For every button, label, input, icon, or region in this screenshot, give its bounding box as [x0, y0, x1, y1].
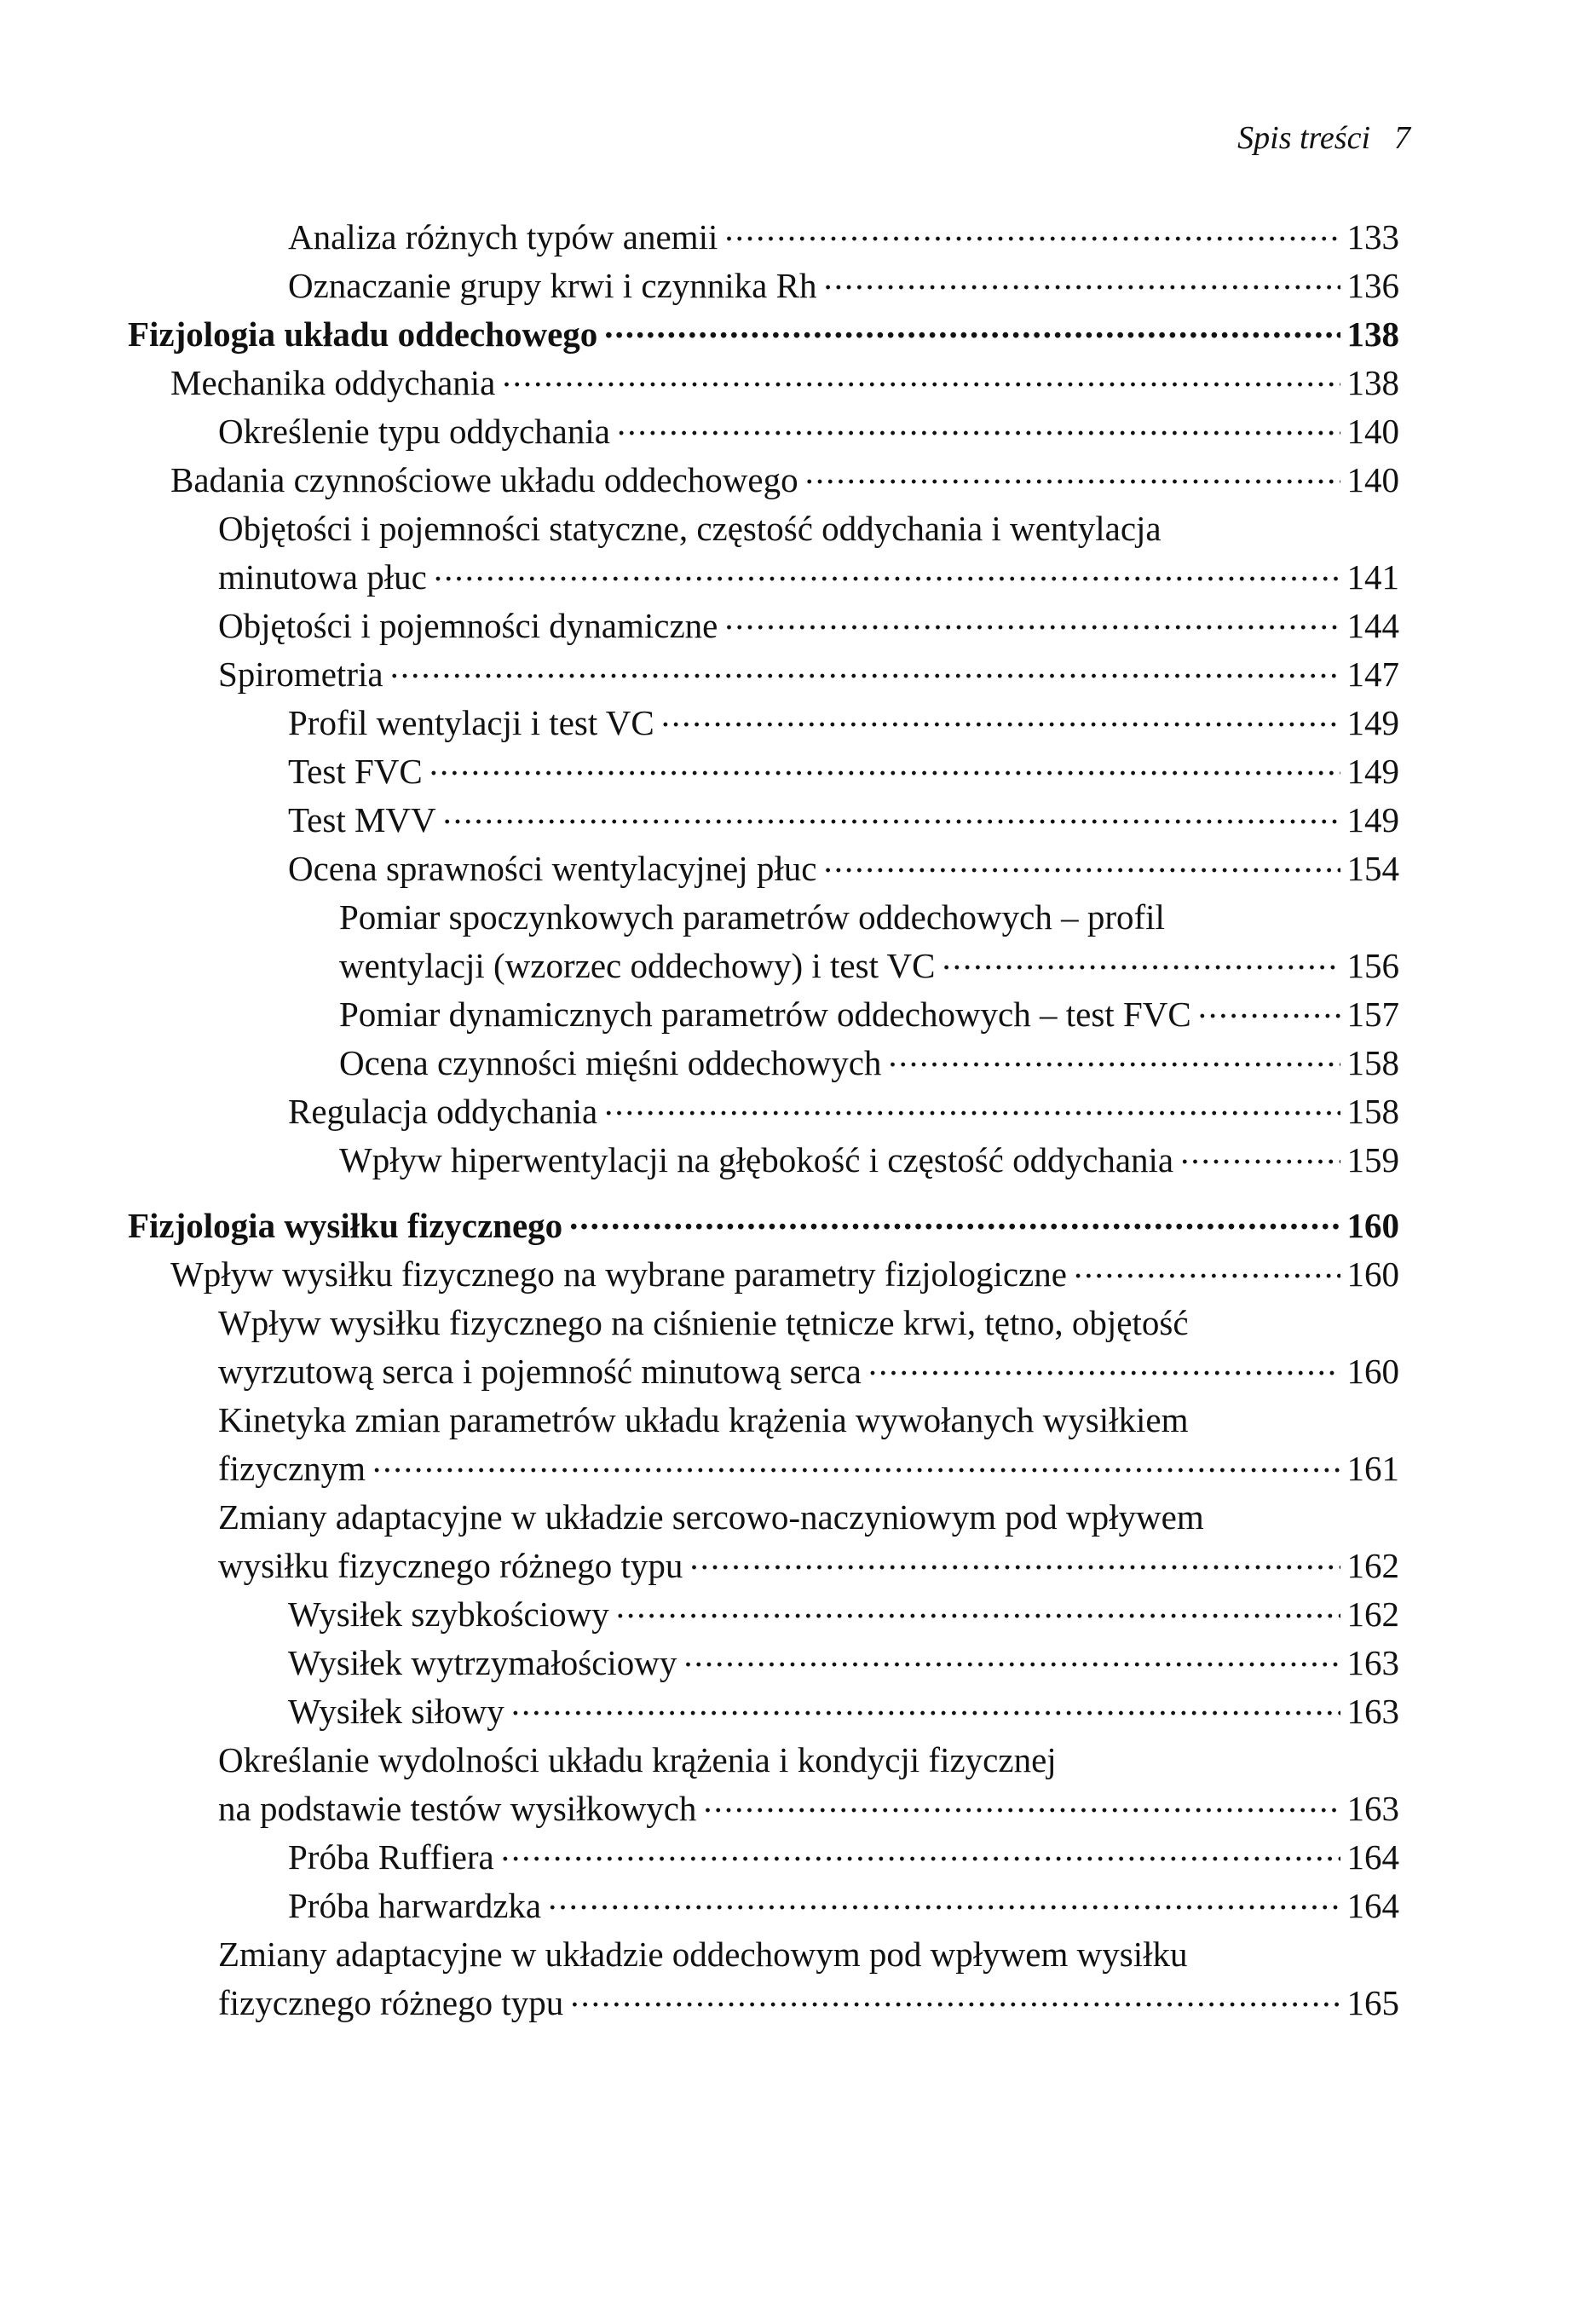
toc-entry-line — [339, 1039, 1399, 1087]
toc-entry — [288, 262, 1399, 310]
dot-leader — [570, 1980, 1340, 2015]
toc-entry-title: Analiza różnych typów anemii — [288, 217, 718, 257]
toc-page-number: 149 — [1346, 752, 1399, 791]
dot-leader — [1198, 991, 1340, 1026]
dot-leader — [1180, 1137, 1340, 1172]
toc-entry-line — [218, 407, 1399, 456]
toc-entry — [339, 990, 1399, 1039]
toc-entry — [218, 1493, 1399, 1590]
toc-entry-line — [218, 1445, 1399, 1493]
toc-page-number: 136 — [1346, 266, 1399, 305]
dot-leader — [502, 360, 1340, 395]
toc-page-number: 164 — [1346, 1837, 1399, 1877]
dot-leader — [511, 1688, 1340, 1723]
toc-entry-title: Test FVC — [288, 752, 423, 791]
toc-entry — [170, 1250, 1399, 1299]
toc-entry — [339, 1039, 1399, 1087]
running-head — [1237, 119, 1410, 157]
toc-chapter-entry — [128, 310, 1399, 359]
toc-entry-line — [218, 602, 1399, 650]
dot-leader — [888, 1040, 1340, 1075]
toc-entry — [218, 1930, 1399, 2027]
toc-entry-line — [288, 699, 1399, 747]
toc-page-number: 133 — [1346, 217, 1399, 257]
toc-page-number: 164 — [1346, 1886, 1399, 1925]
toc-entry-line — [218, 553, 1399, 602]
dot-leader — [604, 1088, 1340, 1123]
toc-page-number: 160 — [1346, 1352, 1399, 1391]
toc-entry-line — [170, 1250, 1399, 1299]
toc-page-number: 162 — [1346, 1546, 1399, 1585]
toc-entry — [218, 407, 1399, 456]
toc-page-number: 154 — [1346, 849, 1399, 888]
toc-entry-title: fizycznym — [218, 1449, 366, 1488]
toc-entry — [170, 456, 1399, 505]
toc-entry-line — [218, 1347, 1399, 1396]
dot-leader — [868, 1348, 1340, 1383]
section-title: Spis treści — [1237, 120, 1370, 156]
toc-entry-title-line: Objętości i pojemności statyczne, częstość oddychania i wentylacja — [218, 509, 1162, 548]
toc-entry-title-line: Wpływ wysiłku fizycznego na ciśnienie tętnicze krwi, tętno, objętość — [218, 1303, 1189, 1342]
toc-page-number: 162 — [1346, 1595, 1399, 1634]
toc-entry-line — [288, 262, 1399, 310]
toc-entry — [218, 602, 1399, 650]
toc-entry — [218, 650, 1399, 699]
toc-entry-title: wysiłku fizycznego różnego typu — [218, 1546, 683, 1585]
toc-entry-line — [170, 359, 1399, 407]
dot-leader — [372, 1445, 1340, 1480]
toc-page-number: 161 — [1346, 1449, 1399, 1488]
toc-entry-title-line: Pomiar spoczynkowych parametrów oddechowych – profil — [339, 897, 1165, 937]
toc-entry — [288, 1833, 1399, 1882]
toc-entry — [288, 747, 1399, 796]
toc-entry — [288, 1882, 1399, 1930]
toc-entry-title: Wysiłek wytrzymałościowy — [288, 1643, 677, 1682]
toc-entry-line — [218, 1785, 1399, 1833]
dot-leader — [1074, 1251, 1340, 1286]
toc-page-number: 147 — [1346, 655, 1399, 694]
toc-entry — [218, 1736, 1399, 1833]
toc-entry-line — [288, 1687, 1399, 1736]
toc-entry-title: Próba harwardzka — [288, 1886, 542, 1925]
toc-page-number: 140 — [1346, 412, 1399, 451]
toc-entry-line — [339, 990, 1399, 1039]
toc-entry-title: wyrzutową serca i pojemność minutową serca — [218, 1352, 862, 1391]
table-of-contents — [0, 213, 1591, 2027]
dot-leader — [501, 1834, 1340, 1869]
dot-leader — [616, 1591, 1340, 1626]
toc-entry — [339, 1136, 1399, 1185]
dot-leader — [823, 262, 1340, 297]
dot-leader — [443, 797, 1340, 832]
toc-entry-line — [288, 1639, 1399, 1687]
toc-entry-title: Test MVV — [288, 800, 436, 839]
toc-entry-title: Regulacja oddychania — [288, 1092, 598, 1131]
toc-page-number: 149 — [1346, 703, 1399, 742]
toc-entry — [288, 1590, 1399, 1639]
toc-page-number: 144 — [1346, 606, 1399, 645]
toc-entry-line — [128, 310, 1399, 359]
toc-entry-line — [218, 1542, 1399, 1590]
toc-page-number: 157 — [1346, 995, 1399, 1034]
toc-page-number: 160 — [1346, 1254, 1399, 1294]
toc-entry — [339, 893, 1399, 990]
toc-entry-line — [288, 747, 1399, 796]
toc-page-number: 165 — [1346, 1983, 1399, 2022]
toc-page-number: 159 — [1346, 1140, 1399, 1179]
dot-leader — [724, 214, 1340, 249]
toc-entry-title: Wpływ wysiłku fizycznego na wybrane parametry fizjologiczne — [170, 1254, 1067, 1294]
toc-entry-title: Mechanika oddychania — [170, 363, 496, 402]
toc-page-number: 160 — [1346, 1206, 1399, 1245]
toc-page-number: 163 — [1346, 1692, 1399, 1731]
toc-page-number: 140 — [1346, 460, 1399, 499]
toc-entry-title-line: Zmiany adaptacyjne w układzie oddechowym pod wpływem wysiłku — [218, 1935, 1188, 1974]
dot-leader — [434, 554, 1340, 589]
dot-leader — [604, 311, 1340, 346]
toc-entry-title: Badania czynnościowe układu oddechowego — [170, 460, 798, 499]
dot-leader — [617, 408, 1340, 443]
dot-leader — [823, 845, 1340, 880]
toc-chapter-entry — [128, 1202, 1399, 1250]
toc-entry-title: Spirometria — [218, 655, 383, 694]
toc-entry-title: Fizjologia układu oddechowego — [128, 314, 598, 354]
toc-entry-title: Wysiłek siłowy — [288, 1692, 504, 1731]
toc-entry-title: Oznaczanie grupy krwi i czynnika Rh — [288, 266, 817, 305]
toc-entry-line — [218, 1979, 1399, 2027]
dot-leader — [942, 943, 1340, 977]
dot-leader — [429, 748, 1340, 783]
toc-entry-title: Profil wentylacji i test VC — [288, 703, 654, 742]
toc-entry-title: Ocena czynności mięśni oddechowych — [339, 1043, 882, 1082]
toc-entry-title: wentylacji (wzorzec oddechowy) i test VC — [339, 946, 936, 985]
toc-entry-line — [288, 1833, 1399, 1882]
toc-entry — [288, 796, 1399, 845]
toc-entry — [288, 213, 1399, 262]
dot-leader — [390, 651, 1340, 686]
toc-entry — [288, 1639, 1399, 1687]
toc-entry-line — [288, 1590, 1399, 1639]
toc-entry-title: Objętości i pojemności dynamiczne — [218, 606, 718, 645]
toc-entry-title: na podstawie testów wysiłkowych — [218, 1789, 697, 1828]
toc-entry-line — [288, 796, 1399, 845]
toc-page-number: 149 — [1346, 800, 1399, 839]
toc-entry-title: Wysiłek szybkościowy — [288, 1595, 609, 1634]
toc-page-number: 158 — [1346, 1043, 1399, 1082]
toc-entry — [288, 845, 1399, 893]
dot-leader — [661, 700, 1340, 735]
dot-leader — [569, 1202, 1340, 1237]
dot-leader — [689, 1543, 1340, 1577]
toc-page-number: 163 — [1346, 1789, 1399, 1828]
toc-page-number: 158 — [1346, 1092, 1399, 1131]
dot-leader — [724, 603, 1340, 637]
toc-page-number: 138 — [1346, 363, 1399, 402]
toc-entry-title: Fizjologia wysiłku fizycznego — [128, 1206, 563, 1245]
toc-entry — [288, 1687, 1399, 1736]
toc-page-number: 141 — [1346, 557, 1399, 597]
toc-entry — [218, 505, 1399, 602]
toc-page-number: 163 — [1346, 1643, 1399, 1682]
toc-entry-title-line: Zmiany adaptacyjne w układzie sercowo-naczyniowym pod wpływem — [218, 1497, 1204, 1537]
toc-entry — [218, 1396, 1399, 1493]
toc-page-number: 156 — [1346, 946, 1399, 985]
dot-leader — [805, 457, 1340, 492]
toc-entry — [218, 1299, 1399, 1396]
page-number: 7 — [1394, 120, 1410, 156]
toc-entry-title-line: Określanie wydolności układu krążenia i kondycji fizycznej — [218, 1740, 1057, 1779]
toc-entry-title-line: Kinetyka zmian parametrów układu krążenia wywołanych wysiłkiem — [218, 1400, 1189, 1439]
toc-entry — [288, 1087, 1399, 1136]
toc-entry-title: Ocena sprawności wentylacyjnej płuc — [288, 849, 817, 888]
toc-entry-line — [288, 1882, 1399, 1930]
dot-leader — [703, 1785, 1340, 1820]
toc-entry — [288, 699, 1399, 747]
toc-entry-line — [288, 1087, 1399, 1136]
toc-entry-line — [288, 845, 1399, 893]
toc-entry-line — [218, 650, 1399, 699]
dot-leader — [548, 1883, 1340, 1917]
dot-leader — [683, 1640, 1340, 1675]
toc-entry-line — [288, 213, 1399, 262]
toc-entry-line — [170, 456, 1399, 505]
toc-entry-title: Określenie typu oddychania — [218, 412, 610, 451]
toc-entry-line — [128, 1202, 1399, 1250]
toc-entry — [170, 359, 1399, 407]
toc-entry-title: Pomiar dynamicznych parametrów oddechowych – test FVC — [339, 995, 1191, 1034]
toc-entry-title: minutowa płuc — [218, 557, 427, 597]
toc-entry-line — [339, 942, 1399, 990]
toc-entry-title: fizycznego różnego typu — [218, 1983, 564, 2022]
toc-page-number: 138 — [1346, 314, 1399, 354]
toc-entry-title: Wpływ hiperwentylacji na głębokość i częstość oddychania — [339, 1140, 1174, 1179]
toc-entry-line — [339, 1136, 1399, 1185]
toc-entry-title: Próba Ruffiera — [288, 1837, 494, 1877]
